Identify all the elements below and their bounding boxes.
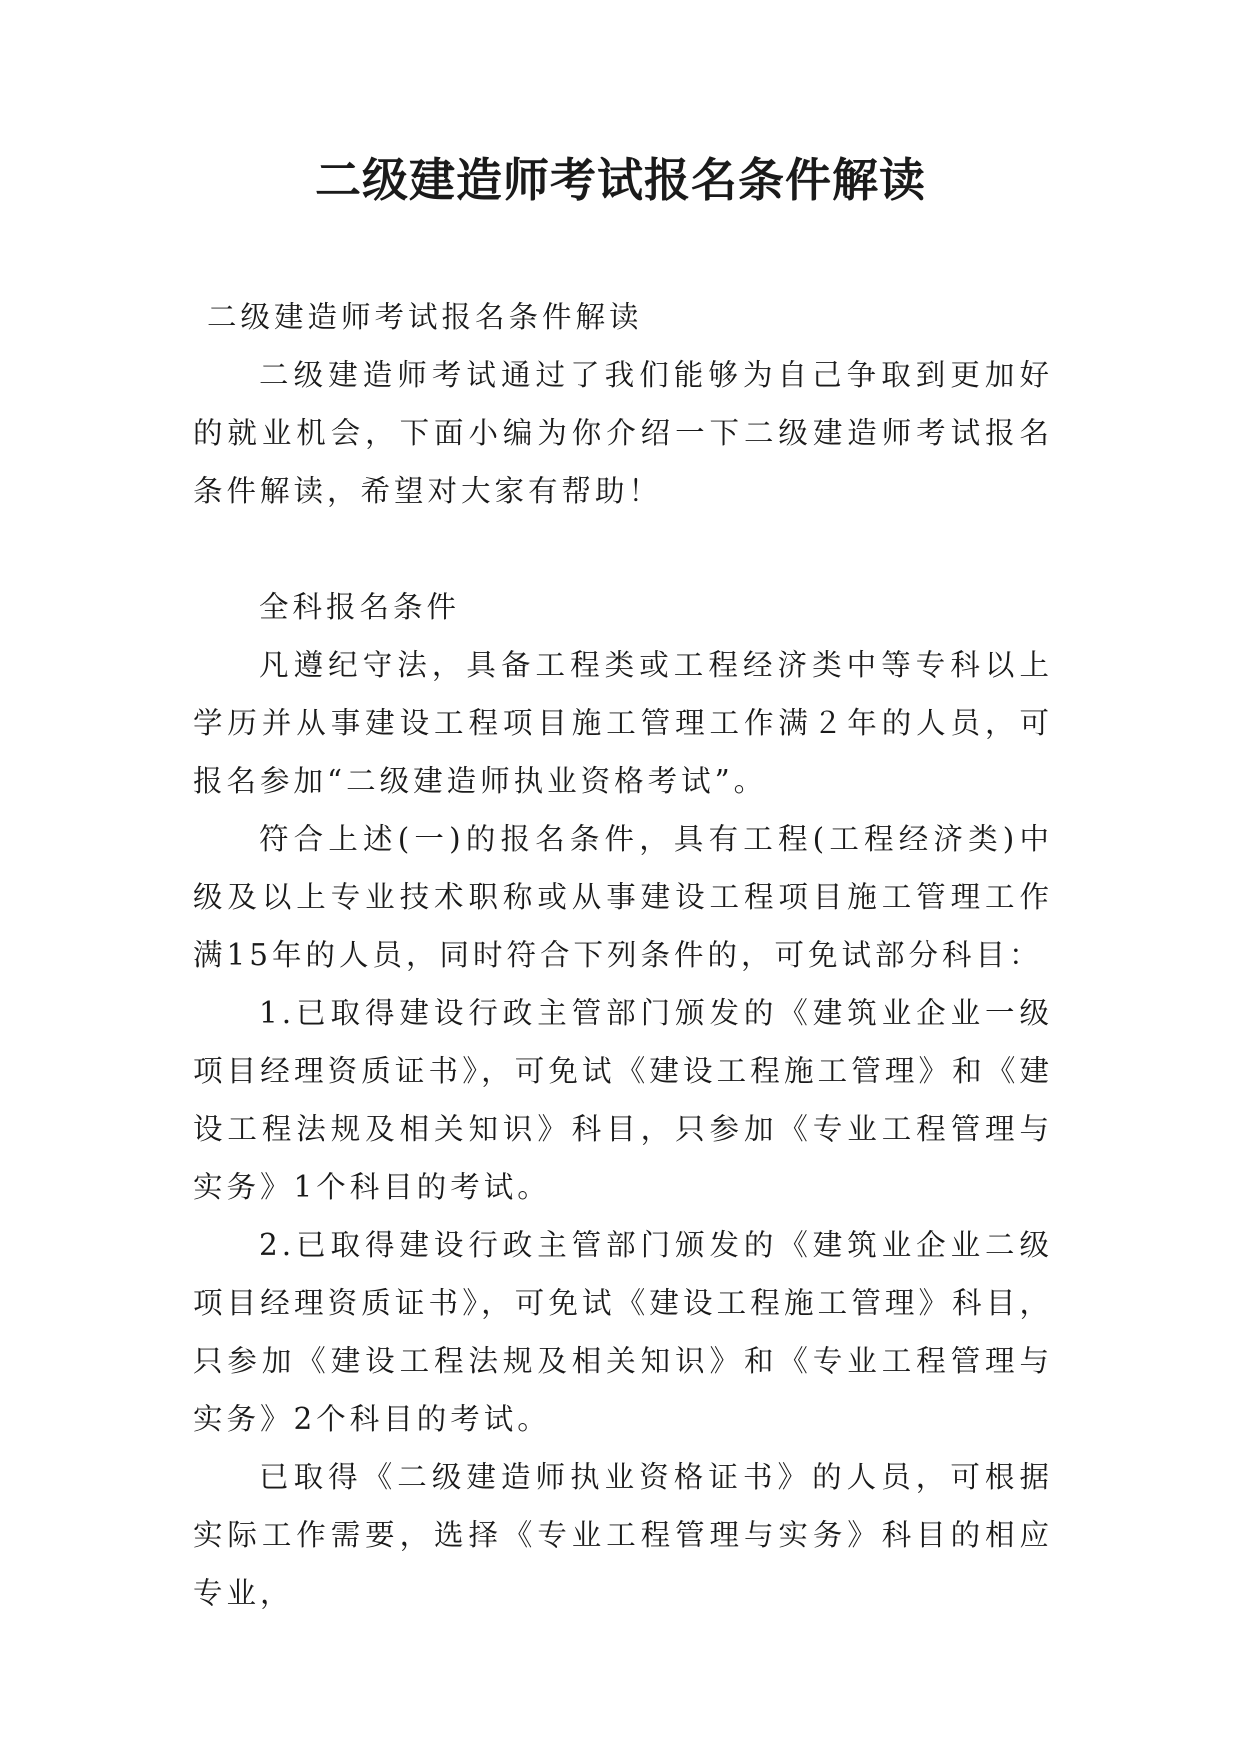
- document-body: [193, 288, 1053, 1622]
- intro-paragraph: 二级建造师考试通过了我们能够为自己争取到更加好的就业机会，下面小编为你介绍一下二级建造师考试报名条件解读，希望对大家有帮助！: [193, 358, 1053, 508]
- list-item-1: 1.已取得建设行政主管部门颁发的《建筑业企业一级项目经理资质证书》，可免试《建设工程施工管理》和《建设工程法规及相关知识》科目，只参加《专业工程管理与实务》1个科目的考试。: [193, 996, 1053, 1204]
- body-paragraph: 符合上述(一)的报名条件，具有工程(工程经济类)中级及以上专业技术职称或从事建设工程项目施工管理工作满15年的人员，同时符合下列条件的，可免试部分科目：: [193, 822, 1053, 972]
- section-heading: 全科报名条件: [259, 590, 461, 624]
- paragraph-spacer: [193, 520, 1053, 578]
- document-title: 二级建造师考试报名条件解读: [315, 153, 926, 207]
- subtitle-paragraph: 二级建造师考试报名条件解读: [207, 300, 643, 334]
- list-item-2: 2.已取得建设行政主管部门颁发的《建筑业企业二级项目经理资质证书》，可免试《建设工程施工管理》科目，只参加《建设工程法规及相关知识》和《专业工程管理与实务》2个科目的考试。: [193, 1228, 1053, 1436]
- body-paragraph: 已取得《二级建造师执业资格证书》的人员，可根据实际工作需要，选择《专业工程管理与实务》科目的相应专业，: [193, 1460, 1053, 1610]
- body-paragraph: 凡遵纪守法，具备工程类或工程经济类中等专科以上学历并从事建设工程项目施工管理工作满２年的人员，可报名参加“二级建造师执业资格考试”。: [193, 648, 1053, 798]
